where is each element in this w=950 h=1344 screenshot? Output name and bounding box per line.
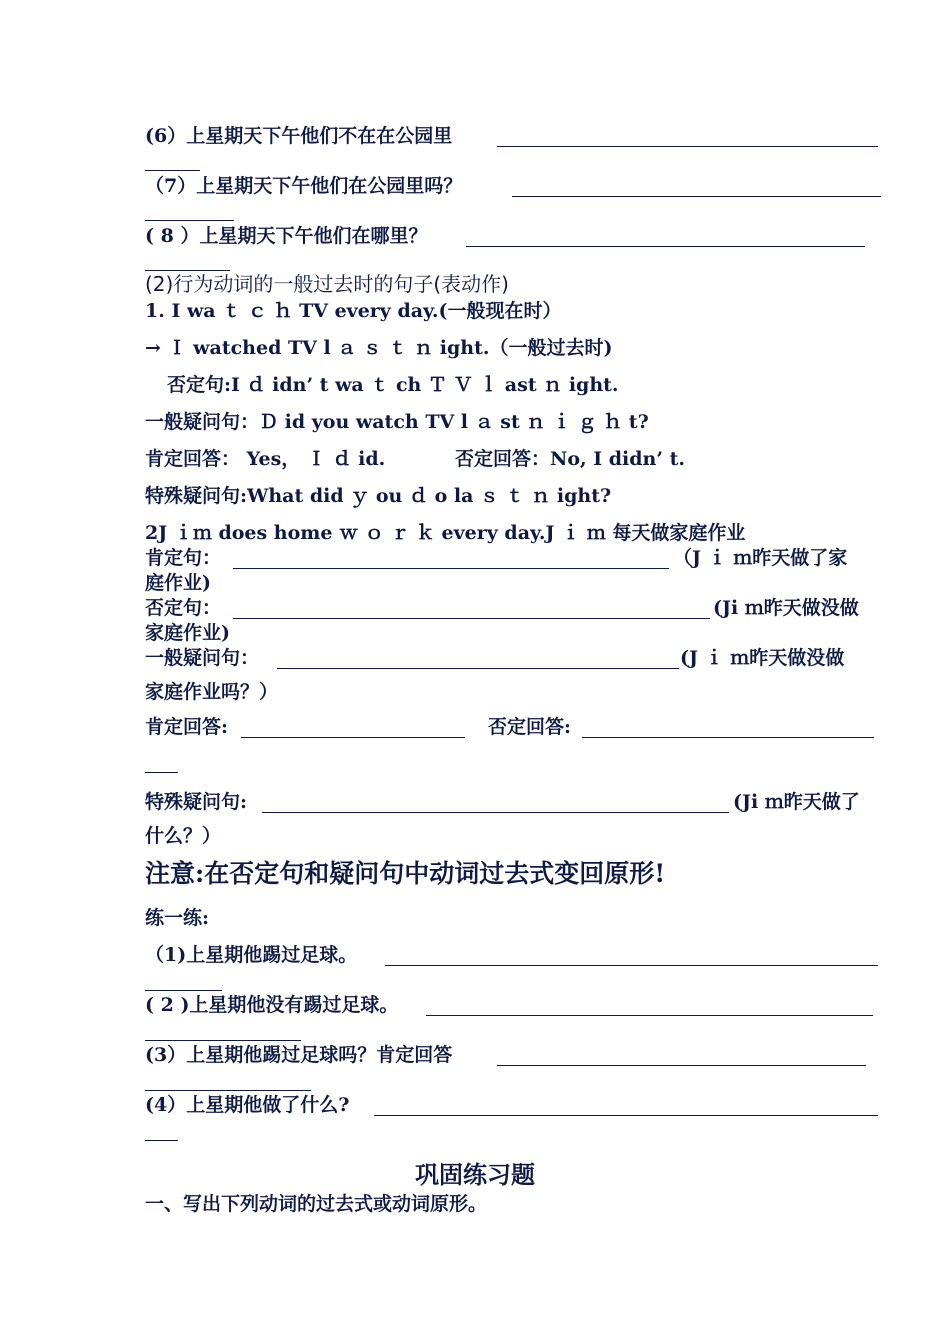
example-line: 否定句:I ｄ idn’ t wa ｔ ch Ｔ Ｖ ｌ ast ｎ ight.: [167, 374, 619, 396]
example-line: 一般疑问句：Ｄ id you watch TV l ａ st ｎ ｉ ｇ ｈ t?: [145, 411, 649, 433]
exercise-hint: (J ｉ ｍ昨天做没做: [680, 647, 845, 669]
example-line: → Ｉ watched TV l ａ ｓ ｔ ｎ ight.（一般过去时): [145, 337, 613, 359]
exercise-hint: 家庭作业): [145, 622, 230, 644]
exercise-label: 否定句：: [145, 597, 222, 619]
answer-blank: [145, 170, 200, 171]
practice-item-2: ( 2 )上星期他没有踢过足球。: [145, 994, 399, 1016]
answer-blank: [145, 1140, 178, 1141]
exercise-label: 肯定回答:: [145, 716, 229, 738]
answer-blank: [512, 196, 881, 197]
answer-blank: [497, 1065, 866, 1066]
answer-blank: [582, 737, 874, 738]
question-8: ( 8 ）上星期天下午他们在哪里？: [145, 225, 428, 247]
note: 注意:在否定句和疑问句中动词过去式变回原形!: [145, 859, 666, 888]
exercise-hint: （J ｉ ｍ昨天做了家: [673, 547, 848, 569]
practice-item-4: (4）上星期他做了什么?: [145, 1094, 350, 1116]
practice-heading: 练一练:: [145, 907, 210, 929]
answer-blank: [145, 990, 222, 991]
exercise-hint: (Ji ｍ昨天做了: [733, 791, 860, 813]
answer-blank: [466, 246, 865, 247]
answer-blank: [145, 270, 230, 271]
exercise-hint: 家庭作业吗？）: [145, 681, 279, 703]
example-line: 特殊疑问句:What did ｙ ou ｄ o la ｓ ｔ ｎ ight?: [145, 485, 612, 507]
exercise-hint: 什么？）: [145, 825, 222, 847]
answer-blank: [233, 618, 710, 619]
example-line: 否定回答：No, I didn’ t.: [455, 448, 685, 470]
exercise-prompt: 2J ｉｍ does home ｗ ｏ ｒ ｋ every day.J ｉ ｍ 每天做家庭作业: [145, 522, 746, 544]
answer-blank: [145, 1090, 311, 1091]
answer-blank: [145, 1040, 301, 1041]
section-title: 巩固练习题: [415, 1161, 535, 1189]
exercise-instruction: 一、写出下列动词的过去式或动词原形。: [145, 1193, 488, 1215]
section-heading: (2)行为动词的一般过去时的句子(表动作): [145, 272, 509, 296]
answer-blank: [241, 737, 465, 738]
answer-blank: [233, 568, 669, 569]
answer-blank: [426, 1015, 873, 1016]
exercise-label: 特殊疑问句:: [145, 791, 248, 813]
answer-blank: [262, 812, 729, 813]
example-line: 肯定回答： Yes， Ｉ ｄ id.: [145, 448, 386, 470]
exercise-label: 肯定句：: [145, 547, 222, 569]
question-7: （7）上星期天下午他们在公园里吗？: [145, 175, 463, 197]
practice-item-1: （1)上星期他踢过足球。: [145, 944, 358, 966]
answer-blank: [145, 772, 178, 773]
exercise-label: 否定回答:: [488, 716, 572, 738]
exercise-hint: 庭作业): [145, 572, 211, 594]
example-line: 1. I wa ｔ ｃ ｈ TV every day.(一般现在时）: [145, 300, 562, 322]
exercise-label: 一般疑问句：: [145, 647, 260, 669]
answer-blank: [385, 965, 878, 966]
exercise-hint: (Ji ｍ昨天做没做: [713, 597, 859, 619]
practice-item-3: (3）上星期他踢过足球吗？肯定回答: [145, 1044, 453, 1066]
answer-blank: [145, 220, 234, 221]
answer-blank: [374, 1115, 878, 1116]
question-6: (6）上星期天下午他们不在在公园里: [145, 125, 453, 147]
answer-blank: [277, 668, 679, 669]
answer-blank: [497, 146, 878, 147]
